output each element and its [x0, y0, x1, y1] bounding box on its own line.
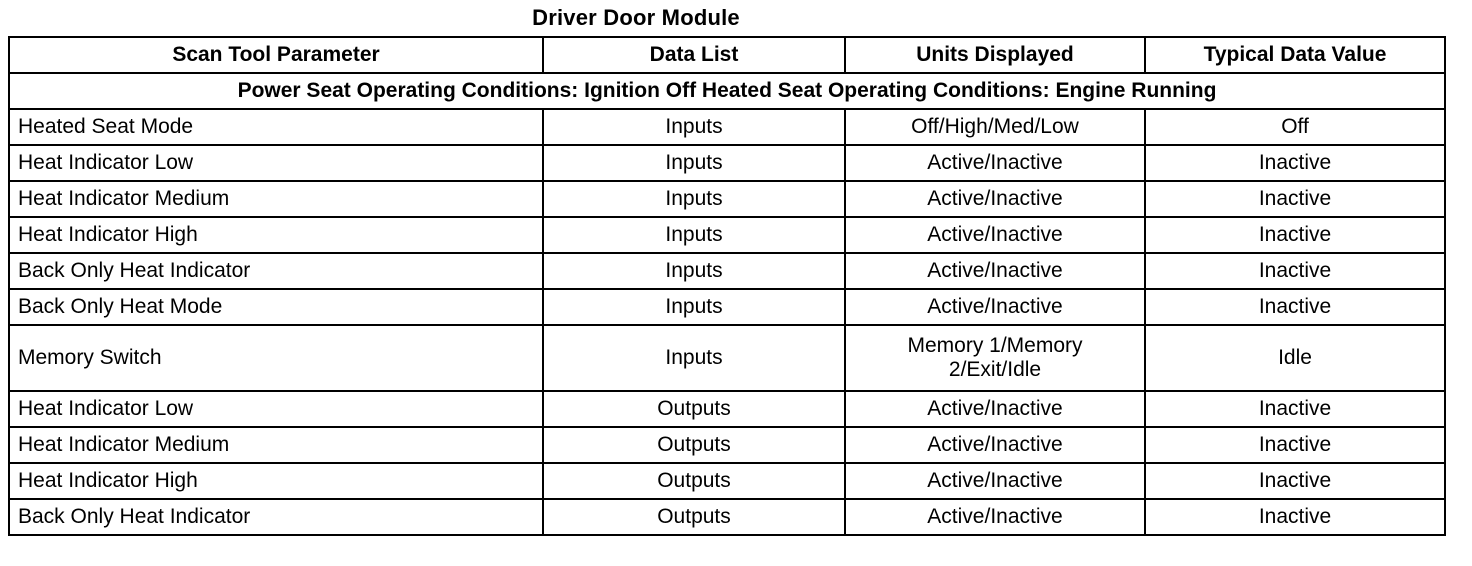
- table-row: [9, 289, 1445, 325]
- data-list-cell: Inputs: [543, 289, 845, 325]
- parameter-cell: Back Only Heat Indicator: [9, 499, 543, 535]
- typical-value-cell: Inactive: [1145, 391, 1445, 427]
- parameter-cell: Heat Indicator Medium: [9, 427, 543, 463]
- units-text: Memory 1/Memory 2/Exit/Idle: [907, 334, 1083, 381]
- column-header-units: Units Displayed: [845, 37, 1145, 73]
- parameter-cell: Heat Indicator Low: [9, 391, 543, 427]
- parameter-cell: Heat Indicator Low: [9, 145, 543, 181]
- units-cell: Active/Inactive: [845, 253, 1145, 289]
- typical-value-cell: Idle: [1145, 325, 1445, 391]
- table-row: [9, 217, 1445, 253]
- typical-value-cell: Inactive: [1145, 499, 1445, 535]
- data-list-cell: Inputs: [543, 253, 845, 289]
- data-list-cell: Inputs: [543, 145, 845, 181]
- table-row: [9, 145, 1445, 181]
- parameter-cell: Memory Switch: [9, 325, 543, 391]
- data-list-cell: Outputs: [543, 427, 845, 463]
- column-header-parameter: Scan Tool Parameter: [9, 37, 543, 73]
- typical-value-cell: Inactive: [1145, 181, 1445, 217]
- units-cell: Active/Inactive: [845, 181, 1145, 217]
- data-list-cell: Inputs: [543, 325, 845, 391]
- parameter-cell: Heat Indicator High: [9, 217, 543, 253]
- units-cell: Active/Inactive: [845, 145, 1145, 181]
- column-header-data-list: Data List: [543, 37, 845, 73]
- data-list-cell: Outputs: [543, 499, 845, 535]
- page-title: Driver Door Module: [532, 5, 740, 30]
- units-cell: Off/High/Med/Low: [845, 109, 1145, 145]
- typical-value-cell: Inactive: [1145, 217, 1445, 253]
- typical-value-cell: Inactive: [1145, 145, 1445, 181]
- units-cell: Active/Inactive: [845, 289, 1145, 325]
- typical-value-cell: Inactive: [1145, 289, 1445, 325]
- parameter-cell: Heat Indicator High: [9, 463, 543, 499]
- typical-value-cell: Inactive: [1145, 253, 1445, 289]
- parameter-cell: Back Only Heat Indicator: [9, 253, 543, 289]
- banner-row: [9, 73, 1445, 109]
- header-row: [9, 37, 1445, 73]
- table-row: [9, 499, 1445, 535]
- typical-value-cell: Inactive: [1145, 463, 1445, 499]
- data-list-cell: Inputs: [543, 217, 845, 253]
- data-list-cell: Outputs: [543, 463, 845, 499]
- data-table: [8, 36, 1446, 536]
- data-list-cell: Inputs: [543, 109, 845, 145]
- typical-value-cell: Inactive: [1145, 427, 1445, 463]
- table-row: [9, 181, 1445, 217]
- table-row: [9, 325, 1445, 391]
- units-cell: Active/Inactive: [845, 427, 1145, 463]
- parameter-cell: Heat Indicator Medium: [9, 181, 543, 217]
- table-row: [9, 427, 1445, 463]
- table-row: [9, 109, 1445, 145]
- units-cell: Active/Inactive: [845, 499, 1145, 535]
- parameter-cell: Back Only Heat Mode: [9, 289, 543, 325]
- table-row: [9, 391, 1445, 427]
- typical-value-cell: Off: [1145, 109, 1445, 145]
- units-cell: Active/Inactive: [845, 391, 1145, 427]
- parameter-cell: Heated Seat Mode: [9, 109, 543, 145]
- units-cell: Active/Inactive: [845, 463, 1145, 499]
- column-header-typical-value: Typical Data Value: [1145, 37, 1445, 73]
- units-cell: Active/Inactive: [845, 217, 1145, 253]
- units-cell: [845, 325, 1145, 391]
- data-list-cell: Outputs: [543, 391, 845, 427]
- table-row: [9, 463, 1445, 499]
- data-list-cell: Inputs: [543, 181, 845, 217]
- operating-conditions-banner: Power Seat Operating Conditions: Ignition Off Heated Seat Operating Conditions: Engine Running: [9, 73, 1445, 109]
- table-row: [9, 253, 1445, 289]
